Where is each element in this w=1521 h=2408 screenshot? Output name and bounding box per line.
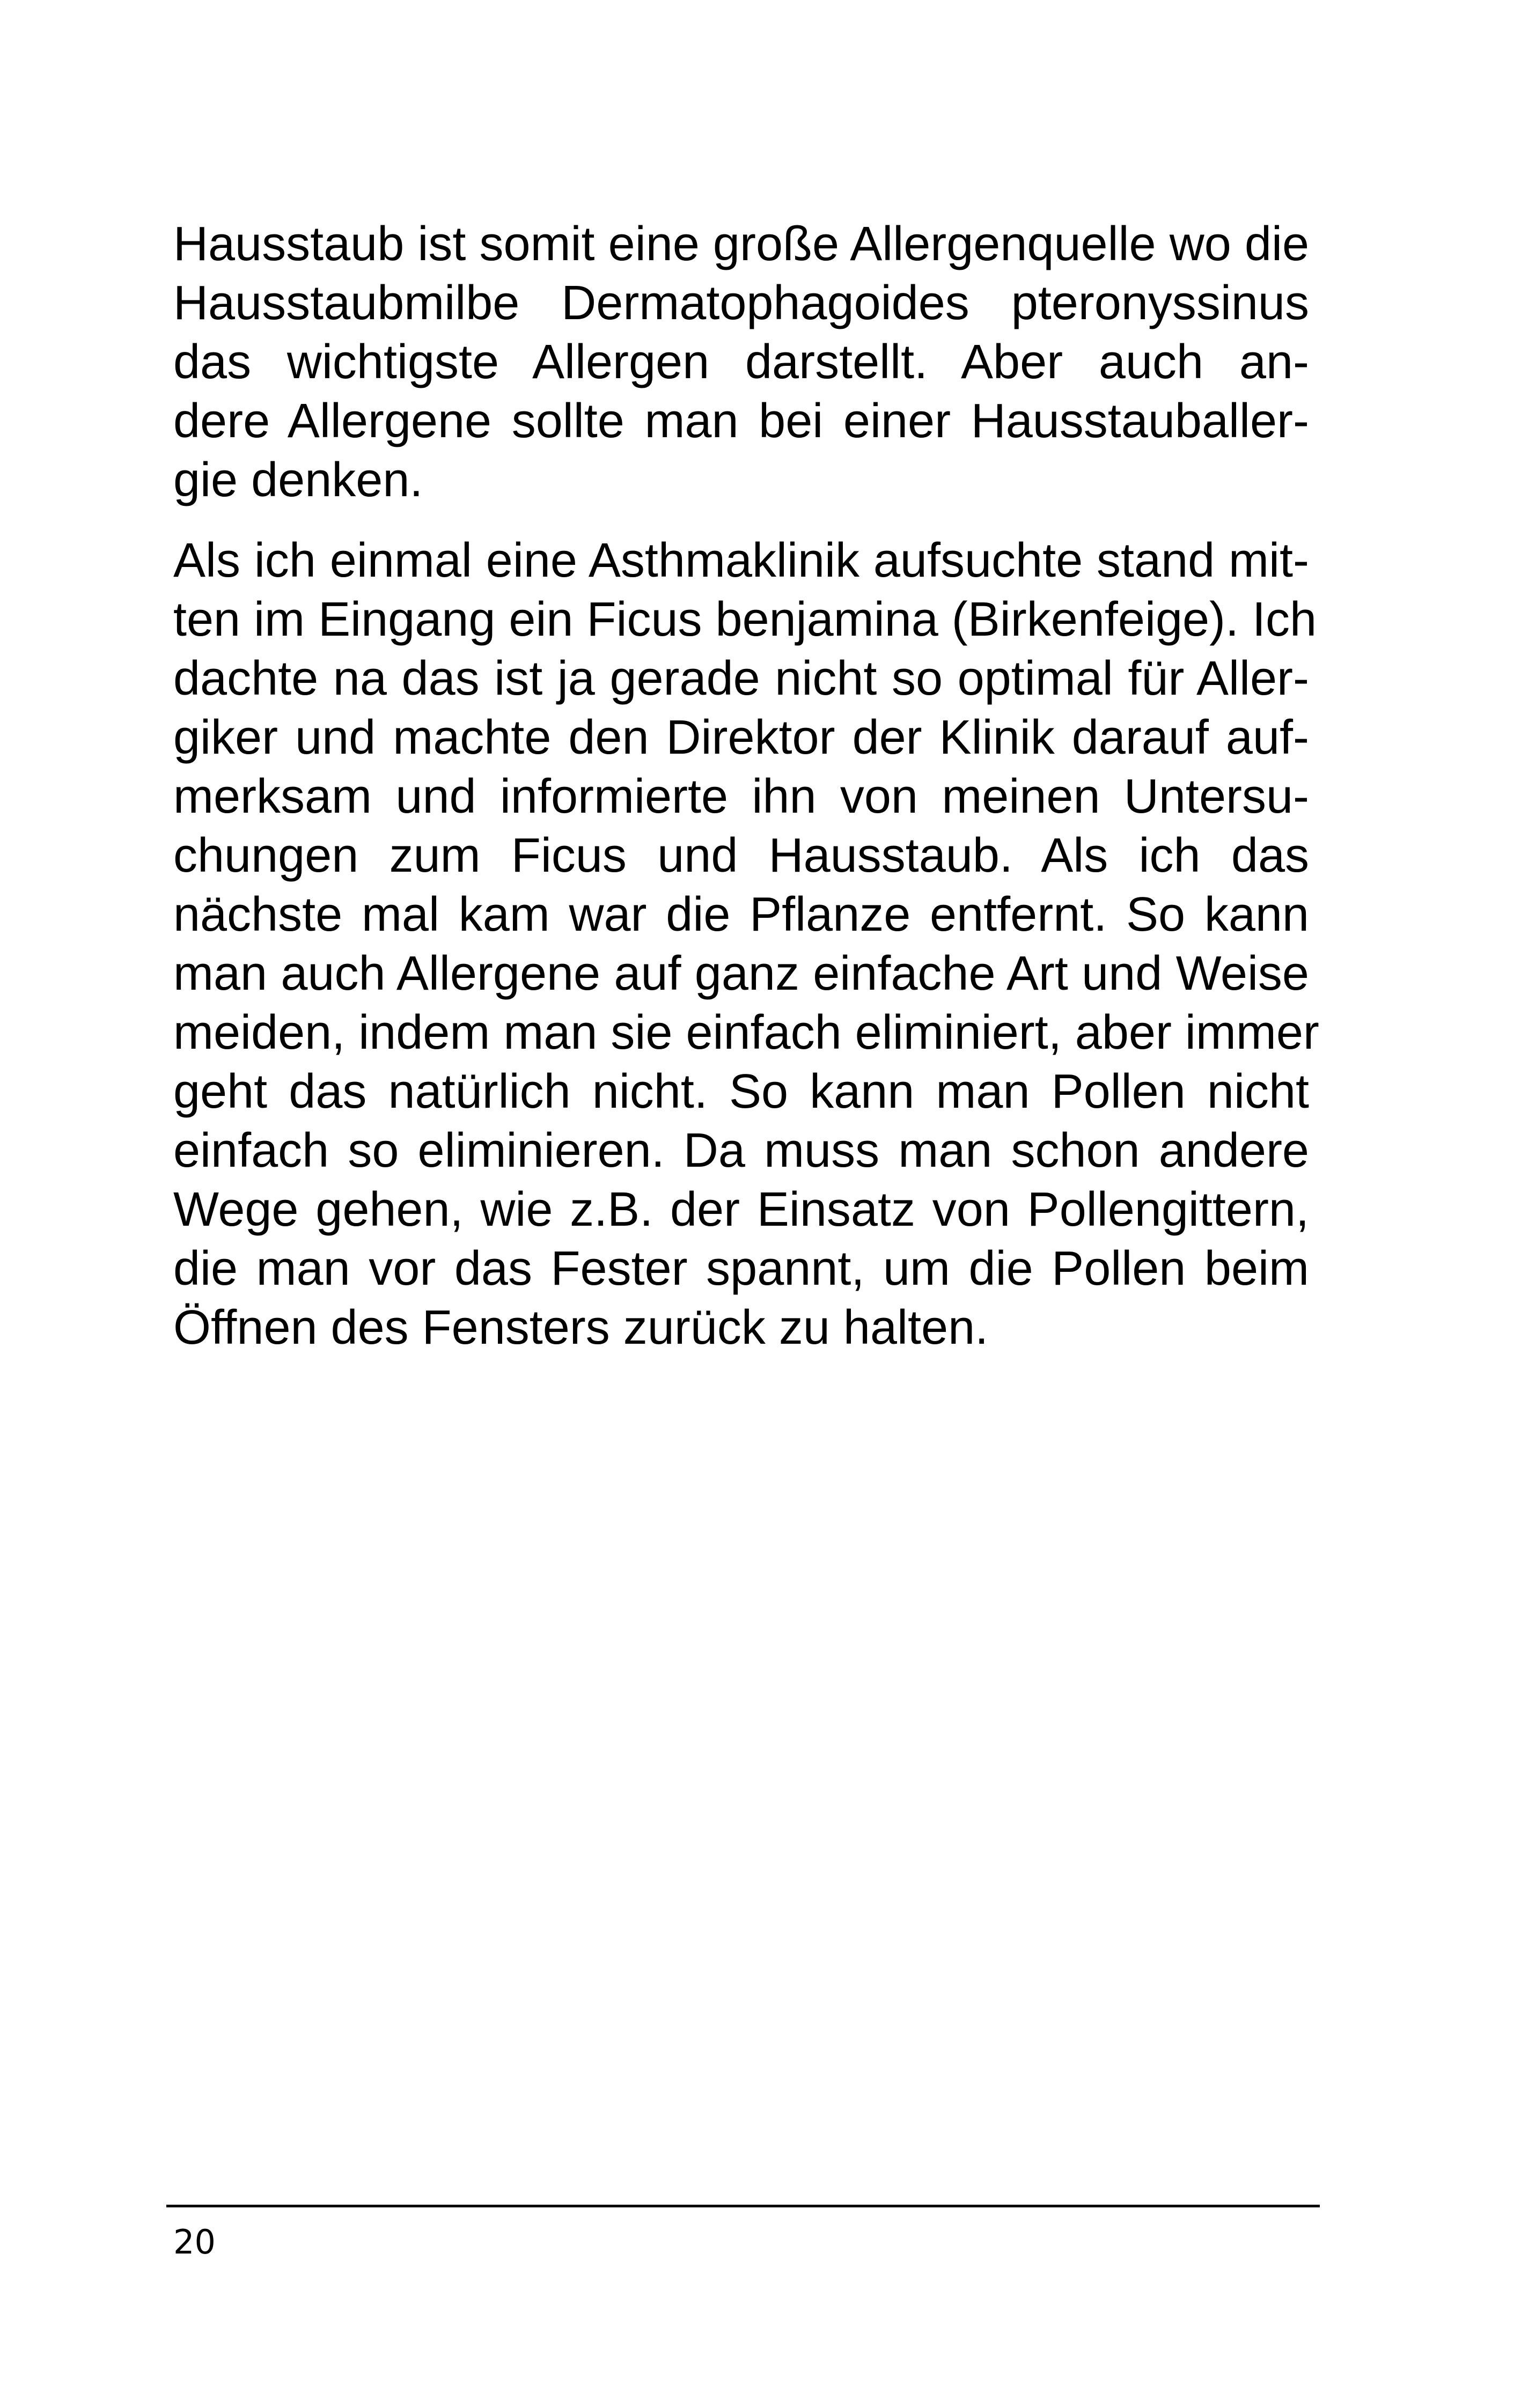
text-line: geht das natürlich nicht. So kann man Pollen nicht xyxy=(173,1065,1309,1118)
text-line: dere Allergene sollte man bei einer Hausstauballer- xyxy=(173,394,1309,448)
text-line: die man vor das Fester spannt, um die Pollen beim xyxy=(173,1242,1309,1295)
text-line: nächste mal kam war die Pflanze entfernt. So kann xyxy=(173,888,1309,941)
text-line: dachte na das ist ja gerade nicht so optimal für Aller- xyxy=(173,652,1309,705)
text-line: einfach so eliminieren. Da muss man schon andere xyxy=(173,1124,1309,1177)
text-line: Hausstaubmilbe Dermatophagoides pteronyssinus xyxy=(173,276,1309,330)
text-line: Wege gehen, wie z.B. der Einsatz von Pollengittern, xyxy=(173,1183,1309,1236)
text-line: meiden, indem man sie einfach eliminiert, aber immer xyxy=(173,1006,1319,1059)
text-line: ten im Eingang ein Ficus benjamina (Birkenfeige). Ich xyxy=(173,593,1317,646)
text-line: merksam und informierte ihn von meinen Untersu- xyxy=(173,770,1309,823)
text-line: gie denken. xyxy=(173,453,423,507)
text-line: man auch Allergene auf ganz einfache Art und Weise xyxy=(173,947,1309,1000)
text-line: chungen zum Ficus und Hausstaub. Als ich das xyxy=(173,829,1309,882)
paragraph-2 xyxy=(173,531,1319,1357)
text-line: Öffnen des Fensters zurück zu halten. xyxy=(173,1301,989,1354)
paragraph-1 xyxy=(173,215,1309,510)
page-number: 20 xyxy=(173,2222,216,2262)
text-line: Hausstaub ist somit eine große Allergenquelle wo die xyxy=(173,217,1309,271)
body-text xyxy=(173,215,1319,1357)
text-line: giker und machte den Direktor der Klinik darauf auf- xyxy=(173,711,1309,764)
text-line: Als ich einmal eine Asthmaklinik aufsuchte stand mit- xyxy=(173,534,1309,587)
footer-divider xyxy=(166,2205,1320,2207)
text-line: das wichtigste Allergen darstellt. Aber auch an- xyxy=(173,335,1309,389)
